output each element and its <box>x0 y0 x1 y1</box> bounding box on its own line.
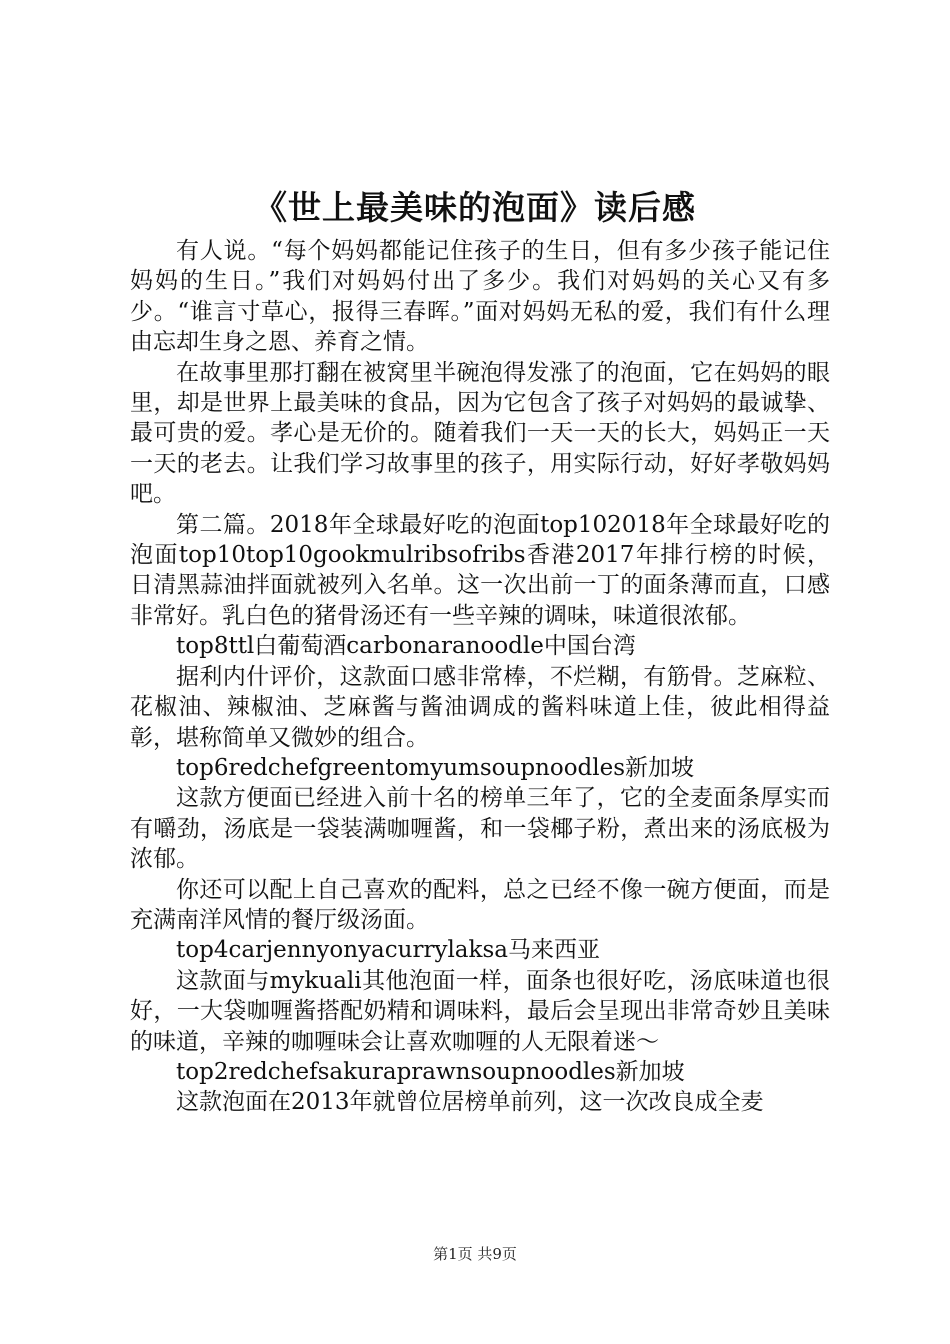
paragraph: 这款方便面已经进入前十名的榜单三年了，它的全麦面条厚实而有嚼劲，汤底是一袋装满咖喱酱，和一袋椰子粉，煮出来的汤底极为浓郁。 <box>130 785 830 873</box>
paragraph: 你还可以配上自己喜欢的配料，总之已经不像一碗方便面，而是充满南洋风情的餐厅级汤面。 <box>130 876 830 933</box>
document-title: 《世上最美味的泡面》读后感 <box>254 188 696 227</box>
paragraph: 在故事里那打翻在被窝里半碗泡得发涨了的泡面，它在妈妈的眼里，却是世界上最美味的食品，因为它包含了孩子对妈妈的最诚挚、最可贵的爱。孝心是无价的。随着我们一天一天的长大，妈妈正一天一天的老去。让我们学习故事里的孩子，用实际行动，好好孝敬妈妈吧。 <box>130 359 830 508</box>
paragraph: 有人说。“每个妈妈都能记住孩子的生日，但有多少孩子能记住妈妈的生日。”我们对妈妈付出了多少。我们对妈妈的关心又有多少。“谁言寸草心，报得三春晖。”面对妈妈无私的爱，我们有什么理由忘却生身之恩、养育之情。 <box>130 238 830 356</box>
page-indicator: 第1页 共9页 <box>433 1245 517 1263</box>
paragraph: top8ttl白葡萄酒carbonaranoodle中国台湾 <box>176 633 636 660</box>
paragraph: 这款面与mykuali其他泡面一样，面条也很好吃，汤底味道也很好，一大袋咖喱酱搭配奶精和调味料，最后会呈现出非常奇妙且美味的味道，辛辣的咖喱味会让喜欢咖喱的人无限着迷～ <box>130 967 830 1055</box>
paragraph: top2redchefsakuraprawnsoupnoodles新加坡 <box>176 1058 685 1085</box>
paragraph: top4carjennyonyacurrylaksa马来西亚 <box>176 937 600 964</box>
paragraph: 据利内什评价，这款面口感非常棒，不烂糊，有筋骨。芝麻粒、花椒油、辣椒油、芝麻酱与酱油调成的酱料味道上佳，彼此相得益彰，堪称简单又微妙的组合。 <box>130 663 830 751</box>
page-footer <box>0 1244 950 1264</box>
document-body <box>130 236 830 1118</box>
paragraph: top6redchefgreentomyumsoupnoodles新加坡 <box>176 754 695 781</box>
paragraph: 这款泡面在2013年就曾位居榜单前列，这一次改良成全麦 <box>176 1089 764 1116</box>
paragraph: 第二篇。2018年全球最好吃的泡面top102018年全球最好吃的泡面top10top10gookmulribsofribs香港2017年排行榜的时候，日清黑蒜油拌面就被列入名单。这一次出前一丁的面条薄而直，口感非常好。乳白色的猪骨汤还有一些辛辣的调味，味道很浓郁。 <box>130 511 830 629</box>
